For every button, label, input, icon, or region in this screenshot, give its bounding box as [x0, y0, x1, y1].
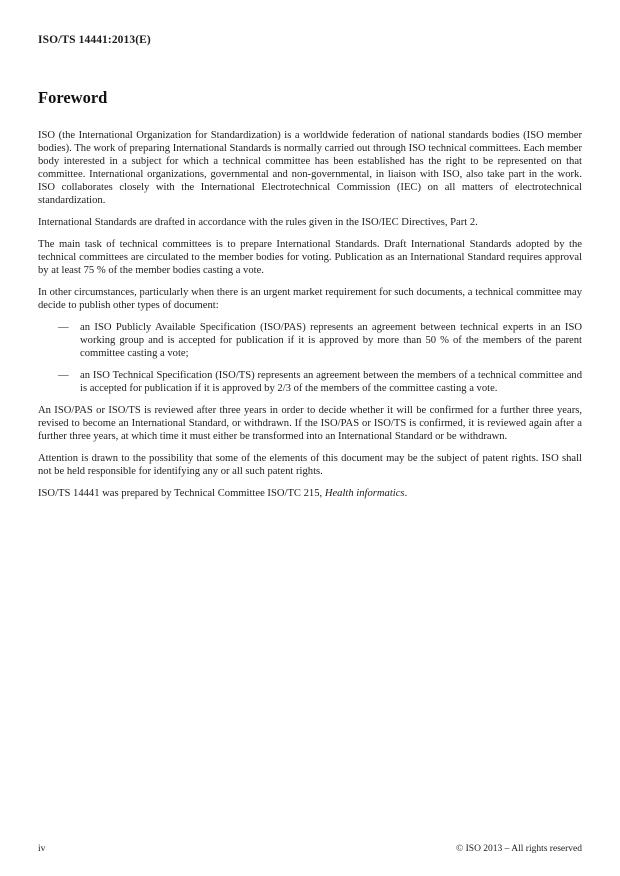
foreword-paragraph-main-task: The main task of technical committees is to prepare International Standards. Draft International Standards adopted by the technical committees are circulated to the member bodies for voting. Publication as an International Standard requires approval by at least 75 % of the member bodies casting a vote.	[38, 239, 582, 276]
foreword-paragraph-directives: International Standards are drafted in accordance with the rules given in the ISO/IEC Directives, Part 2.	[38, 217, 478, 228]
page-number: iv	[38, 844, 46, 854]
list-item-text: an ISO Publicly Available Specification (ISO/PAS) represents an agreement between technical experts in an ISO working group and is accepted for publication if it is approved by more than 50 % of the members of the parent committee casting a vote;	[80, 322, 582, 359]
committee-name-italic: Health informatics	[324, 488, 405, 499]
foreword-paragraph-review-cycle: An ISO/PAS or ISO/TS is reviewed after three years in order to decide whether it will be confirmed for a further three years, revised to become an International Standard, or withdrawn. If the ISO/PAS or ISO/TS is confirmed, it is reviewed again after a further three years, at which time it must either be transformed into an International Standard or be withdrawn.	[38, 405, 582, 442]
list-item-iso-pas	[58, 321, 582, 360]
prepared-by-text: ISO/TS 14441 was prepared by Technical Committee ISO/TC 215,	[38, 488, 325, 499]
list-dash-marker: —	[58, 322, 69, 333]
foreword-paragraph-patent-rights: Attention is drawn to the possibility that some of the elements of this document may be the subject of patent rights. ISO shall not be held responsible for identifying any or all such patent rights.	[38, 453, 582, 477]
page-header	[38, 30, 582, 48]
foreword-paragraph-prepared-by	[38, 487, 582, 500]
section-title: Foreword	[38, 88, 108, 107]
copyright-notice: © ISO 2013 – All rights reserved	[456, 844, 582, 854]
list-dash-marker: —	[58, 370, 69, 381]
list-item-text: an ISO Technical Specification (ISO/TS) represents an agreement between the members of a technical committee and is accepted for publication if it is approved by 2/3 of the members of the committee casting a vote.	[80, 370, 582, 394]
list-item-iso-ts	[58, 369, 582, 395]
foreword-paragraph-iso-federation: ISO (the International Organization for Standardization) is a worldwide federation of national standards bodies (ISO member bodies). The work of preparing International Standards is normally carried out through ISO technical committees. Each member body interested in a subject for which a technical committee has been established has the right to be represented on that committee. International organizations, governmental and non-governmental, in liaison with ISO, also take part in the work. ISO collaborates closely with the International Electrotechnical Commission (IEC) on all matters of electrotechnical standardization.	[38, 130, 582, 206]
document-identifier: ISO/TS 14441:2013(E)	[38, 34, 151, 46]
page-body	[38, 48, 582, 509]
prepared-by-period: .	[404, 488, 408, 499]
foreword-paragraph-other-documents: In other circumstances, particularly when there is an urgent market requirement for such documents, a technical committee may decide to publish other types of document:	[38, 287, 582, 311]
page-footer	[38, 844, 582, 854]
